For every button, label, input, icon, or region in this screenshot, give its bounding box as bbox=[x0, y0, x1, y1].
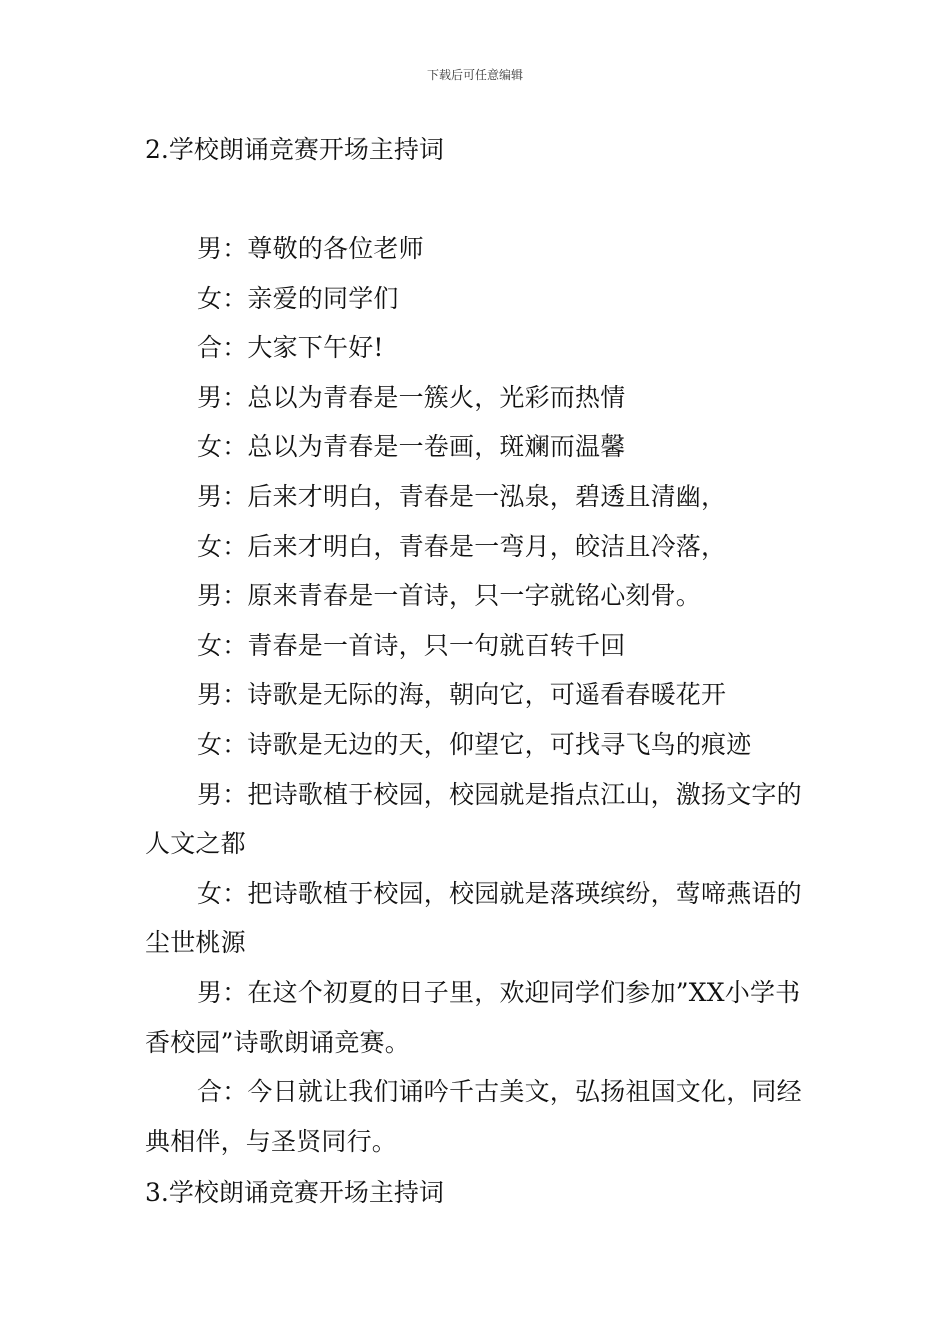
dialogue-line: 合：大家下午好! bbox=[197, 333, 384, 363]
dialogue-line: 女：总以为青春是一卷画，斑斓而温馨 bbox=[197, 432, 626, 462]
dialogue-line: 男：把诗歌植于校园，校园就是指点江山，激扬文字的人文之都 bbox=[145, 779, 802, 859]
dialogue-line: 女：后来才明白，青春是一弯月，皎洁且冷落， bbox=[197, 531, 727, 561]
dialogue-line: 男：后来才明白，青春是一泓泉，碧透且清幽， bbox=[197, 481, 727, 511]
dialogue-line: 女：亲爱的同学们 bbox=[197, 283, 399, 313]
dialogue-line: 合：今日就让我们诵吟千古美文，弘扬祖国文化，同经典相伴，与圣贤同行。 bbox=[145, 1077, 802, 1156]
section-title: 3.学校朗诵竞赛开场主持词 bbox=[145, 1178, 444, 1207]
dialogue-line: 男：诗歌是无际的海，朝向它，可遥看春暖花开 bbox=[197, 680, 727, 710]
dialogue-line: 男：尊敬的各位老师 bbox=[197, 234, 424, 263]
dialogue-line: 男：在这个初夏的日子里，欢迎同学们参加”XX小学书香校园”诗歌朗诵竞赛。 bbox=[145, 977, 801, 1057]
dialogue-line: 女：青春是一首诗，只一句就百转千回 bbox=[197, 630, 626, 660]
dialogue-line: 女：把诗歌植于校园，校园就是落瑛缤纷，莺啼燕语的尘世桃源 bbox=[145, 878, 802, 958]
dialogue-line: 女：诗歌是无边的天，仰望它，可找寻飞鸟的痕迹 bbox=[197, 729, 752, 759]
dialogue-body bbox=[145, 224, 813, 1166]
dialogue-line: 男：总以为青春是一簇火，光彩而热情 bbox=[197, 382, 626, 412]
dialogue-line: 男：原来青春是一首诗，只一字就铭心刻骨。 bbox=[197, 581, 702, 611]
page-header-note: 下载后可任意编辑 bbox=[426, 68, 523, 82]
section-title: 2.学校朗诵竞赛开场主持词 bbox=[145, 135, 444, 164]
